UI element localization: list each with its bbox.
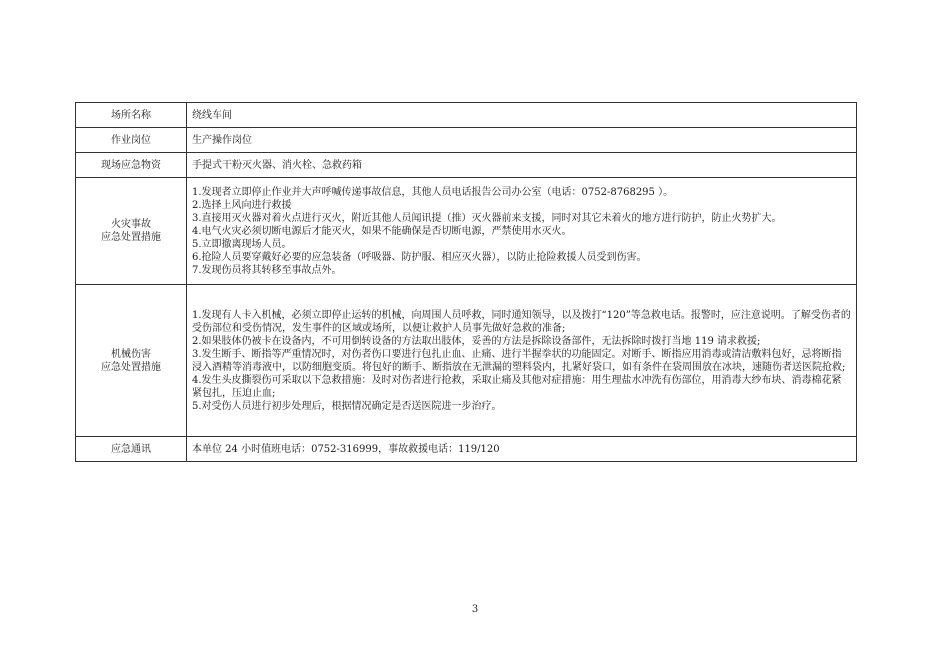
label-fire-measures bbox=[76, 178, 187, 285]
fire-step: 5.立即撤离现场人员。 bbox=[192, 238, 292, 250]
row-position bbox=[76, 128, 857, 153]
value-supplies: 手提式干粉灭火器、消火栓、急救药箱 bbox=[187, 153, 857, 178]
mechanical-step: 2.如果肢体仍被卡在设备内，不可用倒转设备的方法取出肢体，妥善的方法是拆除设备部件，无法拆除时拨打当地 119 请求救援; bbox=[192, 335, 761, 347]
value-fire-measures bbox=[187, 178, 857, 285]
label-mechanical-measures bbox=[76, 285, 187, 437]
row-fire-measures bbox=[76, 178, 857, 285]
row-location bbox=[76, 103, 857, 128]
value-mechanical-measures bbox=[187, 285, 857, 437]
row-contact bbox=[76, 437, 857, 462]
label-position: 作业岗位 bbox=[76, 128, 187, 153]
emergency-response-table bbox=[75, 102, 857, 462]
fire-step: 7.发现伤员将其转移至事故点外。 bbox=[192, 264, 342, 276]
label-fire-line: 火灾事故 bbox=[111, 219, 151, 230]
row-mechanical-measures bbox=[76, 285, 857, 437]
fire-step: 2.选择上风向进行救援 bbox=[192, 199, 292, 211]
label-contact: 应急通讯 bbox=[76, 437, 187, 462]
fire-step: 4.电气火灾必须切断电源后才能灭火，如果不能确保是否切断电源，严禁使用水灭火。 bbox=[192, 225, 572, 237]
mechanical-step: 1.发现有人卡入机械，必须立即停止运转的机械，向周围人员呼救，同时通知领导，以及拨打“120”等急救电话。报警时，应注意说明。了解受伤者的受伤部位和受伤情况，发生事件的区域或场所，以便让救护人员事先做好急救的准备; bbox=[192, 309, 851, 334]
label-location: 场所名称 bbox=[76, 103, 187, 128]
fire-step: 1.发现者立即停止作业并大声呼喊传递事故信息，其他人员电话报告公司办公室（电话：0752-8768295 ）。 bbox=[192, 186, 674, 198]
value-contact: 本单位 24 小时值班电话：0752-316999，事故救援电话：119/120 bbox=[187, 437, 857, 462]
row-supplies bbox=[76, 153, 857, 178]
label-mechanical-line: 机械伤害 bbox=[111, 348, 151, 360]
mechanical-step: 4.发生头皮撕裂伤可采取以下急救措施：及时对伤者进行抢救，采取止痛及其他对症措施：用生理盐水冲洗有伤部位，用消毒大纱布块、消毒棉花紧紧包扎，压迫止血; bbox=[192, 374, 842, 399]
label-mechanical-line: 应急处置措施 bbox=[101, 361, 161, 373]
mechanical-step: 3.发生断手、断指等严重情况时，对伤者伤口要进行包扎止血、止痛、进行半握拳状的功能固定。对断手、断指应用消毒或清洁敷料包好，忌将断指浸入酒精等消毒液中，以防细胞变质。将包好的断手、断指放在无泄漏的塑料袋内，扎紧好袋口，如有条件在袋周围放在冰块，速随伤者送医院抢救; bbox=[192, 348, 846, 373]
value-location: 绕线车间 bbox=[187, 103, 857, 128]
mechanical-step: 5.对受伤人员进行初步处理后，根据情况确定是否送医院进一步治疗。 bbox=[192, 400, 502, 412]
value-position: 生产操作岗位 bbox=[187, 128, 857, 153]
label-fire-line: 应急处置措施 bbox=[101, 232, 161, 243]
label-supplies: 现场应急物资 bbox=[76, 153, 187, 178]
page-number: 3 bbox=[471, 604, 479, 615]
fire-step: 3.直接用灭火器对着火点进行灭火，附近其他人员闻讯提（推）灭火器前来支援，同时对其它未着火的地方进行防护，防止火势扩大。 bbox=[192, 212, 782, 224]
fire-step: 6.抢险人员要穿戴好必要的应急装备（呼吸器、防护服、相应灭火器），以防止抢险救援人员受到伤害。 bbox=[192, 251, 647, 263]
